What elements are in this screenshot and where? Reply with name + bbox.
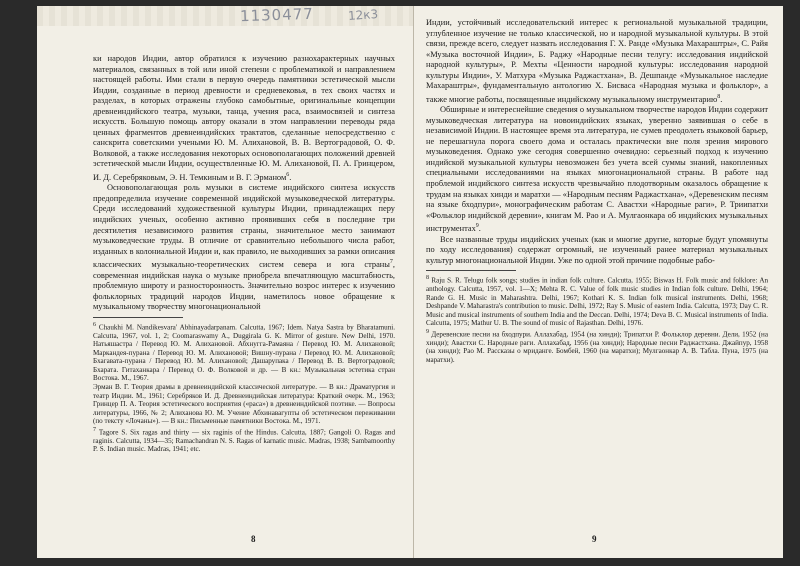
footnote (426, 328, 768, 364)
footnote-number: 9 (426, 329, 429, 336)
right-page-body (426, 18, 768, 364)
footnote-text: Raju S. R. Telugu folk songs; studies in indian folk culture. Calcutta, 1955; Biswas H. Folk music and folklore: An anthology. Calcutta, 1957, vol. 1—X; Mehta R. C. Value of folk music studies in Indian folk culture. Delhi, 1964; Rande G. H. Music in Maharashtra. Delhi, 1967; Kothari K. S. Indian folk musical instruments. Delhi, 1968; Deshpande V. Maharastra's contribution to music. Delhi, 1972; Ray S. Music of eastern India. Calcutta, 1973; Day C. R. Music and musical instruments of southern India and the Deccan. Delhi, 1974; Deva B. C. Musical instruments of India. Calcutta, 1975; Mathur U. B. The sound of music of Rajasthan. Delhi, 1976. (426, 276, 768, 328)
inventory-stamp: 1130477 (239, 4, 315, 26)
right-paragraph-3: Все названные труды индийских ученых (как и многие другие, которые будут упомянуты по ходу исследования) содержат огромный, не изученный ранее материал музыкальных культур многонациональной Индии. Уже по одной этой причине подобные рабо- (426, 234, 768, 265)
left-page (37, 6, 414, 558)
footnote-ref: 7 (389, 259, 393, 266)
footnote-ref: 9 (475, 223, 479, 230)
left-paragraph-1: ки народов Индии, автор обратился к изучению разнохарактерных научных материалов, связанных в той или иной степени с проблематикой и направлением настоящей работы. Ими стали в первую очередь памятники эстетической мысли Индии, созданные в период древности и средневековья, в тех своих частях и разделах, в которых отражены глубоко самобытные, оригинальные концепции древнеиндийского театра, музыки, танца, учения раса, взаимосвязей и синтеза искусств. Большую помощь автору оказали в этом направлении переводы ряда ценных фрагментов древнеиндийских трактатов, сделанные непосредственно с санскрита советскими учеными Ю. М. Алихановой, В. В. Вертоградовой, О. Ф. Волковой, а также исследования некоторых основополагающих положений древней эстетической мысли Индии, осуществленные Ю. М. Алихановой, П. А. Гринцером, И. Д. Серебряковым, Э. Н. Темкиным и В. Г. Эрманом$^6$. (93, 54, 395, 182)
footnote-text: Эрман В. Г. Теория драмы в древнеиндийской классической литературе. — В кн.: Драматургия и театр Индии. М., 1961; Серебряков И. Д. Древнеиндийская литература: Краткий очерк. М., 1963; Гринцер П. А. Теория эстетического восприятия («раса») в древнеиндийской поэтике. — Вопросы литературы, 1966, № 2; Алиханова Ю. М. Учение Абхинавагупты об эстетическом переживании (по тексту «Лочаны»). — В кн.: Письменные памятники Востока. М., 1971. (93, 383, 395, 426)
right-page (414, 6, 783, 558)
footnote-number: 8 (426, 275, 429, 282)
footnote-ref: 6 (286, 172, 290, 179)
left-page-body (93, 54, 395, 454)
right-paragraph-1: Индии, устойчивый исследовательский интерес к региональной музыкальной традиции, углубленное изучение не только классической, но и народной музыкальной культуры. В этой связи, прежде всего, следует назвать исследования Г. Х. Ранде «Музыка Махараштры», С. Райя «Музыка восточной Индии», Б. Раджу «Народные песни телугу: исследования индийской народной культуры», Р. Мехты «Ценности народной культуры: исследования народной культуры Индии», У. Матхура «Музыка Раджастхана», В. Дешпанде «Музыкальное наследие Махараштры», фундаментальную антологию Х. Бисваса «Народная музыка и фольклор», а также многие работы, посвященные индийскому музыкальному инструментарию$^8$. (426, 18, 768, 104)
left-paragraph-2 (93, 183, 395, 312)
library-code-stamp: 12к3 (347, 6, 379, 24)
footnote-text: Tagore S. Six ragas and thirty — six raginis of the Hindus. Calcutta, 1887; Gangoli O. Ragas and raginis. Calcutta, 1934—35; Ramachandran N. S. Ragas of karnatic music. Madras, 1938; Sambamoorthy P. S. Indian music. Madras, 1941; etc. (93, 428, 395, 454)
footnote (93, 383, 395, 426)
left-paragraph-1-text: ки народов Индии, автор обратился к изучению разнохарактерных научных материалов, связанных в той или иной степени с проблематикой и направлением настоящей работы. Ими стали в первую очередь памятники эстетической мысли Индии, созданные в период древности и средневековья, в тех своих частях и разделах, в которых отражены глубоко самобытные, оригинальные концепции древнеиндийского театра, музыки, танца, учения раса, взаимосвязей и синтеза искусств. Большую помощь автору оказали в этом направлении переводы ряда ценных фрагментов древнеиндийских трактатов, сделанные непосредственно с санскрита советскими учеными Ю. М. Алихановой, В. В. Вертоградовой, О. Ф. Волковой, а также исследования некоторых основополагающих положений древней эстетической мысли Индии, осуществленные Ю. М. Алихановой, П. А. Гринцером, И. Д. Серебряковым, Э. Н. Темкиным и В. Г. Эрманом (93, 54, 395, 182)
footnote-text: Деревенские песни на бходпури. Аллахабад, 1954 (на хинди); Трипатхи Р. Фольклор деревни. Дели, 1952 (на хинди); Авастхи С. Народные раги. Аллахабад, 1956 (на хинди); Народные песни Раджастхана. Джайпур, 1958 (на хинди); Рао М. Рассказы о мриданге. Бомбей, 1960 (на маратхи); Мулгаонкар А. В. Табла. Пуна, 1975 (на маратхи). (426, 330, 768, 364)
left-paragraph-2-tail: , современная индийская наука о музыке приобрела впечатляющую масштабность, проблемную широту и разносторонность. Значительно возрос интерес к изучению фольклорных традиций народов Индии, наметилось новое обращение к музыкальному творчеству многонациональной (93, 259, 395, 312)
footnote-text: Chaukhi M. Nandikesvara' Abhinayadarpanam. Calcutta, 1967; Idem. Natya Sastra by Bharatamuni. Calcutta, 1967, vol. 1, 2; Coomaraswamy A., Duggirala G. K. Mirror of gesture. New Delhi, 1970. Натьяшастра / Перевод Ю. М. Алихановой. Абхнугга-Рамаяна / Перевод Ю. М. Алихановой; Маркандея-пурана / Перевод Ю. М. Алихановой; Вишну-пурана / Перевод Ю. М. Алихановой; Бхагавата-пурана / Перевод Ю. М. Алихановой; Дашарупака / Перевод В. В. Вертоградовой; Бхарата. Гитаханкара / Перевод О. Ф. Волковой и др. — В кн.: Музыкальная эстетика стран Востока. М., 1967. (93, 323, 395, 383)
left-paragraph-2-text: Основополагающая роль музыки в системе индийского синтеза искусств предопределила изучение современной индийской музыковедческой литературы. Среди исследований художественной культуры Индии, принадлежащих перу индийских ученых, особенно активно проявивших себя в последние три десятилетия независимого развития страны, значительное место занимают музыковедческие труды. В отличие от сравнительно небольшого числа работ, изданных в колониальной Индии и, как правило, не выходивших за рамки описания классических музыкально-теоретических систем севера и юга страны (93, 183, 395, 269)
footnote-number: 7 (93, 427, 96, 434)
footnote (93, 321, 395, 383)
page-number: 8 (251, 534, 256, 544)
footnote-number: 6 (93, 321, 96, 328)
footnote (426, 274, 768, 327)
page-number: 9 (592, 534, 597, 544)
right-paragraph-1-text: Индии, устойчивый исследовательский интерес к региональной музыкальной традиции, углубленное изучение не только классической, но и народной музыкальной культуры. В этой связи, прежде всего, следует назвать исследования Г. Х. Ранде «Музыка Махараштры», С. Райя «Музыка восточной Индии», Б. Раджу «Народные песни телугу: исследования индийской народной культуры», Р. Мехты «Ценности народной культуры: исследования народной культуры Индии», У. Матхура «Музыка Раджастхана», В. Дешпанде «Музыкальное наследие Махараштры», фундаментальную антологию Х. Бисваса «Народная музыка и фольклор», а также многие работы, посвященные индийскому музыкальному инструментарию (426, 18, 768, 104)
footnote-rule (426, 270, 516, 271)
footnote-rule (93, 317, 183, 318)
right-paragraph-2-text: Обширные и интереснейшие сведения о музыкальном творчестве народов Индии содержит музыковедческая литература на новоиндийских языках, уверенно заявившая о себе в независимой Индии. В настоящее время эта литература, не сумев преодолеть языковой барьер, не перешагнула порога своего дома и осталась практически вне поля зрения мирового музыковедения. Однако уже сегодня совершенно очевидно: серьезный подход к изучению индийской музыкальной культуры невозможен без учета всей суммы знаний, накопленных специальными исследованиями на языках многонациональной страны. В работе над проблемой индийского синтеза искусств чрезвычайно плодотворным оказалось обращение к трудам на языках хинди и маратхи — «Народным песням Раджастхана», «Деревенским песням на языке бходпури», монографическим работам С. Авастхи «Народные раги», Р. Триипатхи «Фольклор индийской деревни», книгам М. Рао и А. Мулгаонкара об индийских музыкальных инструментах (426, 105, 768, 233)
right-paragraph-2: Обширные и интереснейшие сведения о музыкальном творчестве народов Индии содержит музыковедческая литература на новоиндийских языках, уверенно заявившая о себе в независимой Индии. В настоящее время эта литература, не сумев преодолеть языковой барьер, не перешагнула порога своего дома и осталась практически вне поля зрения мирового музыковедения. Однако уже сегодня совершенно очевидно: серьезный подход к изучению индийской музыкальной культуры невозможен без учета всей суммы знаний, накопленных специальными исследованиями на языках многонациональной страны. В работе над проблемой индийского синтеза искусств чрезвычайно плодотворным оказалось обращение к трудам на языках хинди и маратхи — «Народным песням Раджастхана», «Деревенским песням на языке бходпури», монографическим работам С. Авастхи «Народные раги», Р. Триипатхи «Фольклор индийской деревни», книгам М. Рао и А. Мулгаонкара об индийских музыкальных инструментах$^9$. (426, 105, 768, 233)
footnote (93, 426, 395, 454)
footnote-ref: 8 (717, 93, 721, 100)
